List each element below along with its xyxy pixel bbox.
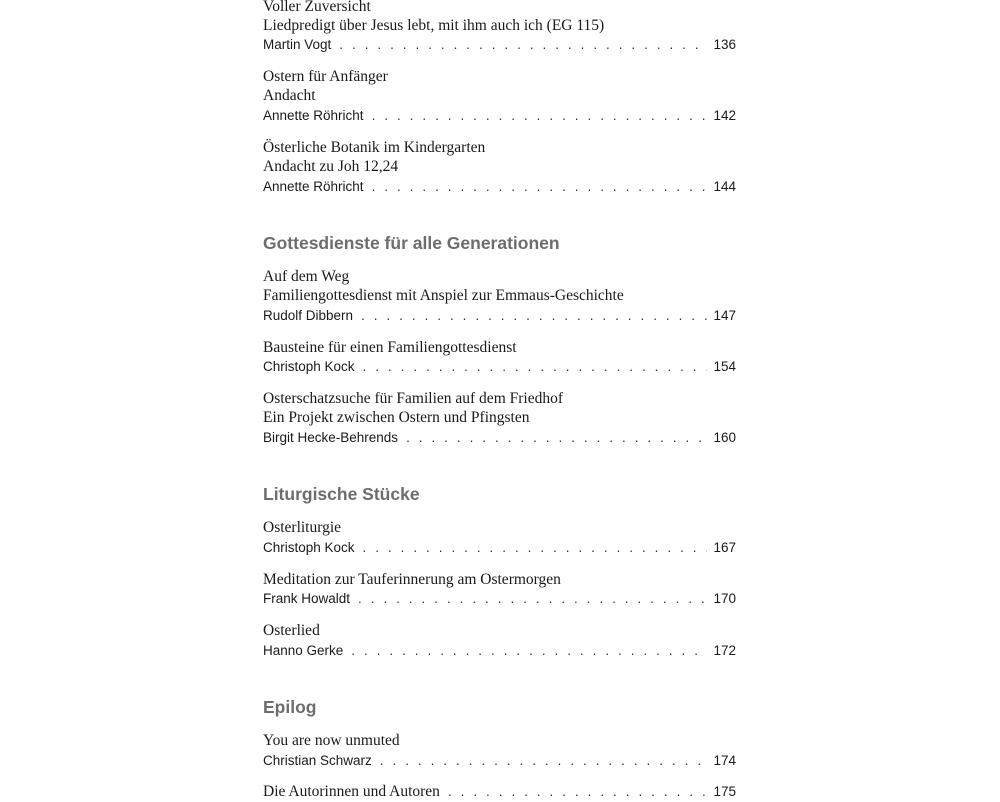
leader-dots: [363, 538, 708, 558]
leader-dots: [448, 782, 708, 802]
toc-entry-author: Martin Vogt: [263, 37, 332, 52]
toc-page-number: 160: [713, 430, 736, 445]
toc-entry-title: Osterschatzsuche für Familien auf dem Friedhof: [263, 390, 564, 407]
toc-entry-title: Osterliturgie: [263, 519, 342, 536]
toc-entry-subtitle: Andacht: [263, 87, 316, 104]
toc-entry-author: Rudolf Dibbern: [263, 308, 354, 323]
leader-dots: [358, 589, 707, 609]
toc-entry-author-line[interactable]: [263, 782, 736, 802]
toc-page-number: 136: [713, 37, 736, 52]
toc-entry-author: Annette Röhricht: [263, 108, 364, 123]
toc-entry-author-line[interactable]: [263, 428, 736, 448]
toc-entry-title: You are now unmuted: [263, 732, 400, 749]
leader-dots: [351, 641, 707, 661]
toc-page-number: 172: [713, 643, 736, 658]
toc-page-number: 174: [713, 753, 736, 768]
toc-entry-title: Österliche Botanik im Kindergarten: [263, 139, 486, 156]
toc-entry-title: Osterlied: [263, 622, 320, 639]
section-heading: Liturgische Stücke: [263, 484, 420, 504]
toc-entry-title: Meditation zur Tauferinnerung am Ostermorgen: [263, 571, 561, 588]
leader-dots: [372, 177, 708, 197]
leader-dots: [361, 306, 707, 326]
toc-entry-author: Christoph Kock: [263, 540, 355, 555]
toc-entry-title: Die Autorinnen und Autoren: [263, 783, 440, 800]
leader-dots: [339, 35, 707, 55]
toc-entry-title: Voller Zuversicht: [263, 0, 371, 15]
toc-entry-title: Ostern für Anfänger: [263, 68, 388, 85]
toc-entry-author-line[interactable]: [263, 35, 736, 55]
toc-page-number: 154: [713, 359, 736, 374]
toc-entry-author-line[interactable]: [263, 106, 736, 126]
toc-entry-author: Annette Röhricht: [263, 179, 364, 194]
toc-entry-author-line[interactable]: [263, 306, 736, 326]
toc-entry-author-line[interactable]: [263, 589, 736, 609]
toc-entry-author: Christoph Kock: [263, 359, 355, 374]
toc-entry-author-line[interactable]: [263, 357, 736, 377]
toc-entry-author-line[interactable]: [263, 177, 736, 197]
toc-page-number: 144: [713, 179, 736, 194]
leader-dots: [380, 751, 708, 771]
toc-entry-subtitle: Andacht zu Joh 12,24: [263, 158, 399, 175]
section-heading: Gottesdienste für alle Generationen: [263, 233, 560, 253]
toc-entry-author-line[interactable]: [263, 641, 736, 661]
toc-entry-author: Hanno Gerke: [263, 643, 344, 658]
toc-page-number: 175: [713, 784, 736, 799]
toc-entry-author-line[interactable]: [263, 751, 736, 771]
toc-entry-title: Auf dem Weg: [263, 268, 350, 285]
toc-page-number: 147: [713, 308, 736, 323]
toc-entry-author-line[interactable]: [263, 538, 736, 558]
toc-entry-author: Birgit Hecke-Behrends: [263, 430, 399, 445]
toc-entry-subtitle: Familiengottesdienst mit Anspiel zur Emmaus-Geschichte: [263, 287, 624, 304]
section-heading: Epilog: [263, 697, 317, 717]
toc-entry-title: Bausteine für einen Familiengottesdienst: [263, 339, 517, 356]
toc-page-number: 167: [713, 540, 736, 555]
toc-entry-author: Frank Howaldt: [263, 591, 351, 606]
toc-page-number: 142: [713, 108, 736, 123]
leader-dots: [406, 428, 707, 448]
toc-page-number: 170: [713, 591, 736, 606]
leader-dots: [372, 106, 708, 126]
toc-entry-author: Christian Schwarz: [263, 753, 372, 768]
leader-dots: [363, 357, 708, 377]
toc-entry-subtitle: Liedpredigt über Jesus lebt, mit ihm auch ich (EG 115): [263, 17, 605, 34]
toc-entry-subtitle: Ein Projekt zwischen Ostern und Pfingsten: [263, 409, 530, 426]
